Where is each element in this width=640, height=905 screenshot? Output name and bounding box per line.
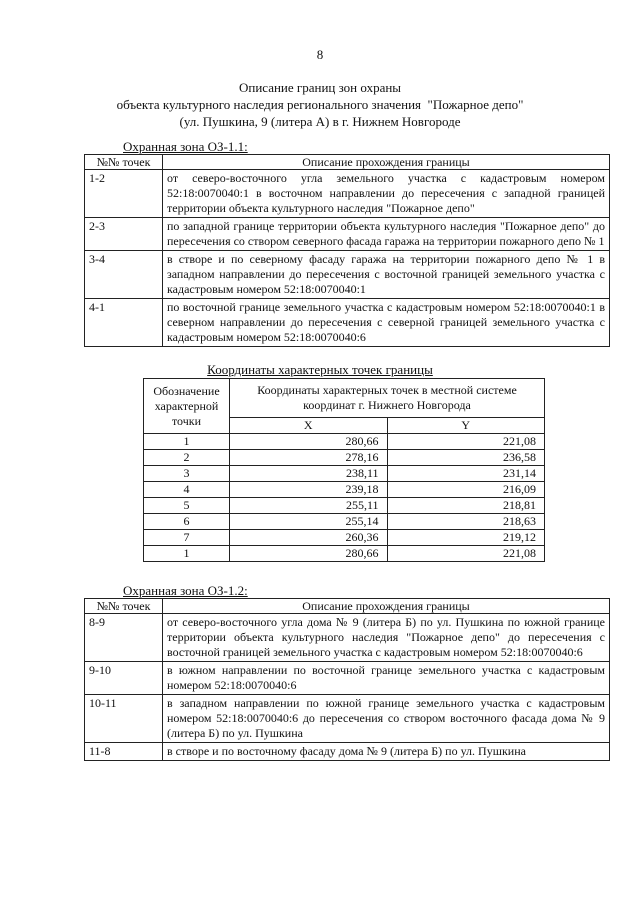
table-header-row bbox=[85, 155, 610, 170]
coord-y: 216,09 bbox=[387, 482, 545, 498]
row-points: 2-3 bbox=[85, 218, 163, 251]
row-points: 4-1 bbox=[85, 299, 163, 347]
coord-x: 260,36 bbox=[230, 530, 388, 546]
coord-x: 238,11 bbox=[230, 466, 388, 482]
zone2-title: Охранная зона ОЗ-1.2: bbox=[123, 583, 248, 598]
coord-x: 280,66 bbox=[230, 434, 388, 450]
point-id: 5 bbox=[144, 498, 230, 514]
row-points: 1-2 bbox=[85, 170, 163, 218]
table-row bbox=[85, 299, 610, 347]
row-points: 8-9 bbox=[85, 614, 163, 662]
table-row bbox=[144, 530, 545, 546]
document-heading bbox=[0, 79, 640, 130]
coord-x: 239,18 bbox=[230, 482, 388, 498]
table-row bbox=[144, 434, 545, 450]
table-row bbox=[85, 695, 610, 743]
row-points: 3-4 bbox=[85, 251, 163, 299]
zone2-table bbox=[84, 598, 610, 761]
table-row bbox=[85, 743, 610, 761]
header-description: Описание прохождения границы bbox=[163, 155, 610, 170]
row-description: от северо-восточного угла дома № 9 (литера Б) по ул. Пушкина по южной границе территории объекта культурного наследия "Пожарное депо" до пересечения с восточной границей земельного участка с кадастровым номером 52:18:0070040:6 bbox=[163, 614, 610, 662]
header-points: №№ точек bbox=[85, 599, 163, 614]
coord-y: 219,12 bbox=[387, 530, 545, 546]
row-description: от северо-восточного угла земельного участка с кадастровым номером 52:18:0070040:1 в восточном направлении до пересечения с западной границей территории объекта культурного наследия "Пожарное депо" bbox=[163, 170, 610, 218]
heading-line-2: объекта культурного наследия регионального значения "Пожарное депо" bbox=[116, 97, 524, 112]
coord-x: 280,66 bbox=[230, 546, 388, 562]
table-row bbox=[144, 450, 545, 466]
table-row bbox=[144, 514, 545, 530]
coord-x: 278,16 bbox=[230, 450, 388, 466]
table-header-row bbox=[85, 599, 610, 614]
table-row bbox=[144, 498, 545, 514]
row-description: в западном направлении по южной границе земельного участка с кадастровым номером 52:18:0070040:6 до пересечения со створом восточного фасада дома № 9 (литера Б) по ул. Пушкина bbox=[163, 695, 610, 743]
header-description: Описание прохождения границы bbox=[163, 599, 610, 614]
coord-y: 221,08 bbox=[387, 546, 545, 562]
header-x: X bbox=[230, 418, 388, 434]
coord-y: 231,14 bbox=[387, 466, 545, 482]
zone1-title: Охранная зона ОЗ-1.1: bbox=[123, 139, 248, 154]
point-id: 2 bbox=[144, 450, 230, 466]
point-id: 3 bbox=[144, 466, 230, 482]
table-row bbox=[85, 251, 610, 299]
coord-y: 218,63 bbox=[387, 514, 545, 530]
point-id: 7 bbox=[144, 530, 230, 546]
header-point-designation: Обозначение характерной точки bbox=[144, 379, 230, 434]
row-description: по западной границе территории объекта культурного наследия "Пожарное депо" до пересечения со створом северного фасада гаража на территории пожарного депо № 1 bbox=[163, 218, 610, 251]
coord-y: 221,08 bbox=[387, 434, 545, 450]
table-row bbox=[85, 662, 610, 695]
row-points: 9-10 bbox=[85, 662, 163, 695]
table-row bbox=[85, 170, 610, 218]
heading-line-3: (ул. Пушкина, 9 (литера А) в г. Нижнем Новгороде bbox=[179, 114, 461, 129]
row-description: по восточной границе земельного участка с кадастровым номером 52:18:0070040:1 в северном направлении до пересечения с северной границей земельного участка с кадастровым номером 52:18:0070040:6 bbox=[163, 299, 610, 347]
table-row bbox=[144, 482, 545, 498]
point-id: 4 bbox=[144, 482, 230, 498]
coord-y: 236,58 bbox=[387, 450, 545, 466]
coord-header-row bbox=[144, 379, 545, 418]
row-description: в створе и по северному фасаду гаража на территории пожарного депо № 1 в западном направлении до пересечения с восточной границей земельного участка с кадастровым номером 52:18:0070040:1 bbox=[163, 251, 610, 299]
coord-y: 218,81 bbox=[387, 498, 545, 514]
coordinates-table bbox=[143, 378, 545, 562]
point-id: 1 bbox=[144, 434, 230, 450]
header-coordinate-system: Координаты характерных точек в местной системе координат г. Нижнего Новгорода bbox=[230, 379, 545, 418]
row-points: 10-11 bbox=[85, 695, 163, 743]
row-description: в южном направлении по восточной границе земельного участка с кадастровым номером 52:18:0070040:6 bbox=[163, 662, 610, 695]
row-description: в створе и по восточному фасаду дома № 9 (литера Б) по ул. Пушкина bbox=[163, 743, 610, 761]
coord-x: 255,14 bbox=[230, 514, 388, 530]
table-row bbox=[85, 614, 610, 662]
zone1-table bbox=[84, 154, 610, 347]
row-points: 11-8 bbox=[85, 743, 163, 761]
coord-x: 255,11 bbox=[230, 498, 388, 514]
header-y: Y bbox=[387, 418, 545, 434]
point-id: 1 bbox=[144, 546, 230, 562]
table-row bbox=[144, 466, 545, 482]
heading-line-1: Описание границ зон охраны bbox=[238, 80, 402, 95]
page-number: 8 bbox=[316, 47, 324, 62]
table-row bbox=[85, 218, 610, 251]
table-row bbox=[144, 546, 545, 562]
header-points: №№ точек bbox=[85, 155, 163, 170]
point-id: 6 bbox=[144, 514, 230, 530]
coordinates-caption: Координаты характерных точек границы bbox=[207, 362, 433, 377]
